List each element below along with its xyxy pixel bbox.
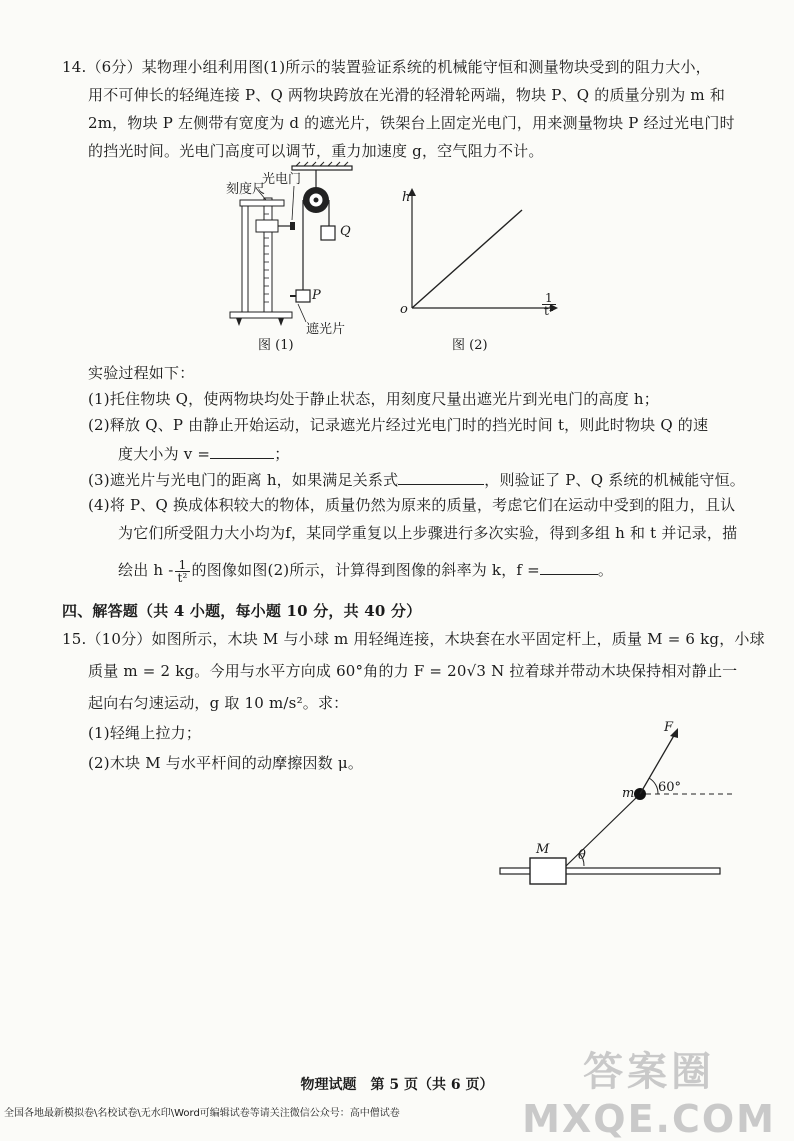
step-4-line-2: 为它们所受阻力大小均为f，某同学重复以上步骤进行多次实验，得到多组 h 和 t 并记录，描	[118, 524, 738, 542]
process-title: 实验过程如下：	[88, 364, 195, 382]
q14-line-2: 用不可伸长的轻绳连接 P、Q 两物块跨放在光滑的轻滑轮两端，物块 P、Q 的质量分别为 m 和	[88, 86, 726, 104]
graph-y-axis-label: h	[402, 190, 411, 205]
q14-line-3: 2m，物块 P 左侧带有宽度为 d 的遮光片，铁架台上固定光电门，用来测量物块 P 经过光电门时	[88, 114, 735, 132]
step-4-line-1: (4)将 P、Q 换成体积较大的物体，质量仍然为原来的质量，考虑它们在运动中受到的阻力，且认	[88, 496, 736, 514]
step-1: (1)托住物块 Q，使两物块均处于静止状态，用刻度尺量出遮光片到光电门的高度 h；	[88, 390, 659, 408]
step-2-line-2: 度大小为 v = ；	[118, 442, 289, 465]
step-4-line-3: 绘出 h - $\frac{1}{\text{t²}}$ 的图像如图(2)所示，计算得到图像的斜率为 k，f = 。	[118, 557, 614, 585]
figure-1-caption: 图 (1)	[258, 338, 294, 353]
q15-line-3: 起向右匀速运动，g 取 10 m/s²。求：	[88, 694, 349, 712]
block-m-label: M	[536, 842, 550, 857]
angle-60-label: 60°	[658, 780, 682, 795]
watermark-logo	[522, 1040, 776, 1141]
block-q-label: Q	[340, 224, 351, 239]
q15-line-2: 质量 m = 2 kg。今用与水平方向成 60°角的力 F = 20√3 N 拉着球并带动木块保持相对静止一	[88, 662, 738, 680]
graph-x-axis-label: $\frac{1}{\text{t²}}$	[544, 291, 554, 318]
q15-line-1: 15.（10分）如图所示，木块 M 与小球 m 用轻绳连接，木块套在水平固定杆上，质量 M = 6 kg，小球	[62, 630, 765, 648]
block-ball-figure	[500, 726, 740, 886]
page-footer: 物理试题 第 5 页（共 6 页）	[300, 1077, 494, 1093]
step-3: (3)遮光片与光电门的距离 h，如果满足关系式 ，则验证了 P、Q 系统的机械能守恒。	[88, 468, 745, 491]
bottom-note: 全国各地最新模拟卷\名校试卷\无水印\Word可编辑试卷等请关注微信公众号：高中僧试卷	[4, 1108, 400, 1119]
figure-2-caption: 图 (2)	[452, 338, 488, 353]
photogate-label: 光电门	[262, 172, 302, 187]
graph-origin-label: o	[400, 302, 408, 317]
q14-line-1: 14.（6分）某物理小组利用图(1)所示的装置验证系统的机械能守恒和测量物块受到的阻力大小，	[62, 58, 711, 76]
section-4-heading: 四、解答题（共 4 小题，每小题 10 分，共 40 分）	[62, 602, 422, 620]
watermark-cn: 答案圈	[583, 1049, 716, 1095]
answer-blank-resistance[interactable]	[540, 558, 598, 575]
ruler-label: 刻度尺	[226, 182, 266, 197]
step-2-line-1: (2)释放 Q、P 由静止开始运动，记录遮光片经过光电门时的挡光时间 t，则此时物块 Q 的速	[88, 416, 709, 434]
block-p-label: P	[312, 288, 321, 303]
q15-sub-1: (1)轻绳上拉力；	[88, 724, 202, 742]
answer-blank-relation[interactable]	[398, 468, 484, 485]
watermark-en: MXQE.COM	[522, 1097, 776, 1141]
theta-label: θ	[578, 848, 586, 863]
q14-line-4: 的挡光时间。光电门高度可以调节，重力加速度 g，空气阻力不计。	[88, 142, 544, 160]
ball-m-label: m	[622, 786, 635, 801]
answer-blank-velocity[interactable]	[210, 442, 274, 459]
q15-sub-2: (2)木块 M 与水平杆间的动摩擦因数 μ。	[88, 754, 364, 772]
shading-plate-label: 遮光片	[306, 322, 346, 337]
force-f-label: F	[664, 720, 674, 735]
